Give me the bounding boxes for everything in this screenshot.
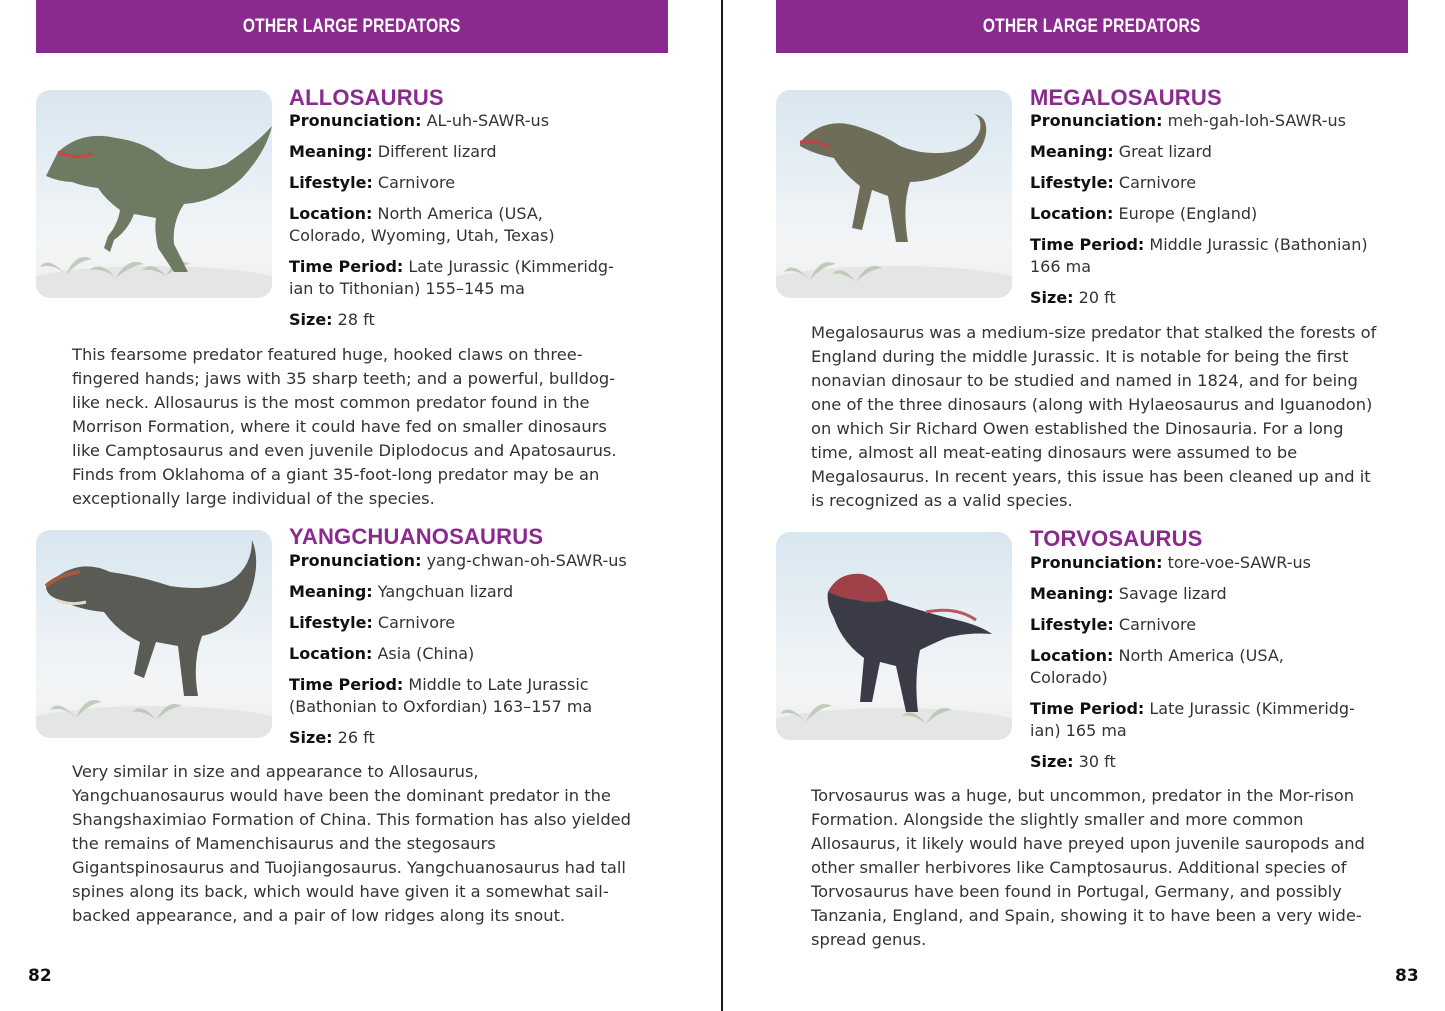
banner-title: OTHER LARGE PREDATORS: [983, 15, 1201, 37]
fact-size: Size: 28 ft: [289, 310, 375, 329]
fact-location: Location: North America (USA, Colorado): [1030, 646, 1284, 687]
entry-title: TORVOSAURUS: [1030, 526, 1203, 551]
dinosaur-illustration-icon: [36, 90, 272, 298]
banner-title: OTHER LARGE PREDATORS: [243, 15, 461, 37]
fact-time-period: Time Period: Late Jurassic (Kimmeridg-ian) 165 ma: [1030, 699, 1355, 740]
fact-pronunciation: Pronunciation: tore-voe-SAWR-us: [1030, 553, 1311, 572]
yangchuanosaurus-photo: [36, 530, 272, 738]
fact-pronunciation: Pronunciation: yang-chwan-oh-SAWR-us: [289, 551, 627, 570]
entry-description: This fearsome predator featured huge, hooked claws on three-fingered hands; jaws with 35 sharp teeth; and a powerful, bulldog-like neck. Allosaurus is the most common predator found in the Morrison Formation, where it could have fed on smaller dinosaurs like Camptosaurus and even juvenile Diplodocus and Apatosaurus. Finds from Oklahoma of a giant 35-foot-long predator may be an exceptionally large individual of the species.: [72, 345, 617, 508]
fact-size: Size: 20 ft: [1030, 288, 1116, 307]
fact-lifestyle: Lifestyle: Carnivore: [289, 173, 456, 192]
fact-lifestyle: Lifestyle: Carnivore: [1030, 615, 1197, 634]
torvosaurus-photo: [776, 532, 1012, 740]
fact-meaning: Meaning: Different lizard: [289, 142, 497, 161]
entry-title: MEGALOSAURUS: [1030, 85, 1222, 110]
fact-time-period: Time Period: Late Jurassic (Kimmeridg-ian to Tithonian) 155–145 ma: [289, 257, 614, 298]
page-number: 83: [1395, 966, 1419, 986]
entry-title: ALLOSAURUS: [289, 85, 444, 110]
entry-title: YANGCHUANOSAURUS: [289, 524, 544, 549]
fact-time-period: Time Period: Middle Jurassic (Bathonian) 166 ma: [1030, 235, 1368, 276]
megalosaurus-photo: [776, 90, 1012, 298]
fact-list: [289, 550, 649, 758]
fact-meaning: Meaning: Yangchuan lizard: [289, 582, 514, 601]
fact-list: [1030, 552, 1390, 782]
fact-location: Location: Asia (China): [289, 644, 475, 663]
fact-time-period: Time Period: Middle to Late Jurassic (Bathonian to Oxfordian) 163–157 ma: [289, 675, 593, 716]
entry-description: Torvosaurus was a huge, but uncommon, predator in the Mor-rison Formation. Alongside the slightly smaller and more common Allosaurus, it likely would have preyed upon juvenile sauropods and other smaller herbivores like Camptosaurus. Additional species of Torvosaurus have been found in Portugal, Germany, and possibly Tanzania, England, and Spain, showing it to have been a very wide-spread genus.: [811, 786, 1365, 949]
fact-location: Location: Europe (England): [1030, 204, 1258, 223]
fact-pronunciation: Pronunciation: AL-uh-SAWR-us: [289, 111, 550, 130]
fact-list: [1030, 110, 1390, 318]
fact-pronunciation: Pronunciation: meh-gah-loh-SAWR-us: [1030, 111, 1346, 130]
dinosaur-illustration-icon: [776, 90, 1012, 298]
entry-description: Very similar in size and appearance to Allosaurus, Yangchuanosaurus would have been the dominant predator in the Shangshaximiao Formation of China. This formation has also yielded the remains of Mamenchisaurus and the stegosaurs Gigantspinosaurus and Tuojiangosaurus. Yangchuanosaurus had tall spines along its back, which would have given it a somewhat sail-backed appearance, and a pair of low ridges along its snout.: [72, 762, 631, 925]
dinosaur-illustration-icon: [776, 532, 1012, 740]
dinosaur-illustration-icon: [36, 530, 272, 738]
allosaurus-photo: [36, 90, 272, 298]
fact-size: Size: 26 ft: [289, 728, 375, 747]
section-banner: [36, 0, 668, 53]
fact-lifestyle: Lifestyle: Carnivore: [1030, 173, 1197, 192]
entry-description: Megalosaurus was a medium-size predator that stalked the forests of England during the middle Jurassic. It is notable for being the first nonavian dinosaur to be studied and named in 1824, and for being one of the three dinosaurs (along with Hylaeosaurus and Iguanodon) on which Sir Richard Owen established the Dinosauria. For a long time, almost all meat-eating dinosaurs were assumed to be Megalosaurus. In recent years, this issue has been cleaned up and it is recognized as a valid species.: [811, 323, 1377, 510]
section-banner: [776, 0, 1408, 53]
fact-lifestyle: Lifestyle: Carnivore: [289, 613, 456, 632]
left-page: [0, 0, 722, 1011]
page-number: 82: [28, 966, 52, 986]
right-page: [723, 0, 1445, 1011]
fact-size: Size: 30 ft: [1030, 752, 1116, 771]
fact-location: Location: North America (USA, Colorado, Wyoming, Utah, Texas): [289, 204, 555, 245]
fact-list: [289, 110, 639, 340]
fact-meaning: Meaning: Savage lizard: [1030, 584, 1227, 603]
fact-meaning: Meaning: Great lizard: [1030, 142, 1212, 161]
